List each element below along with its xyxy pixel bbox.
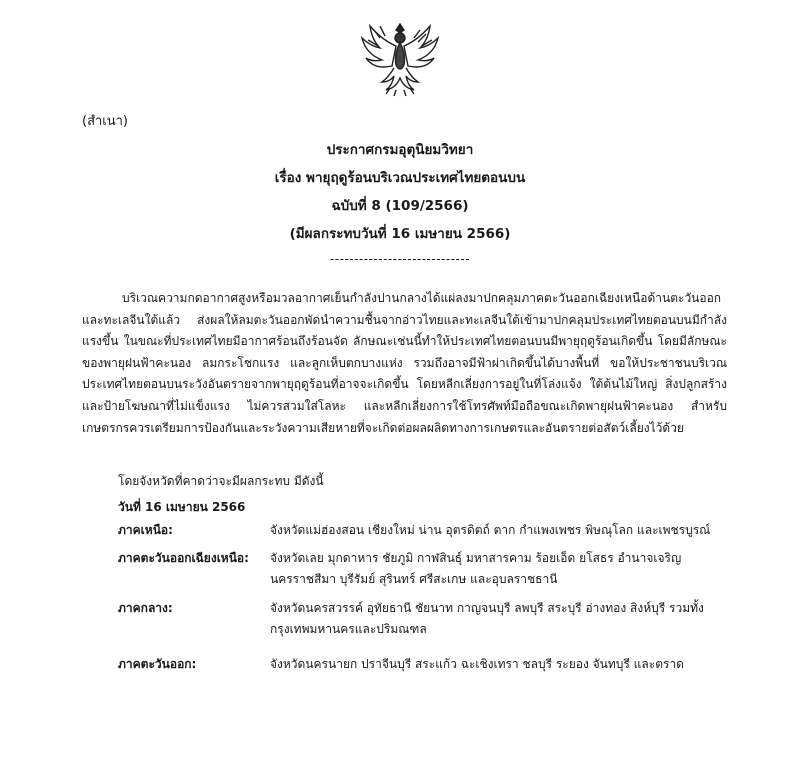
effective-date: (มีผลกระทบวันที่ 16 เมษายน 2566)	[289, 226, 511, 242]
region-name: ภาคกลาง:	[118, 601, 173, 615]
region-provinces: จังหวัดเลย มุกดาหาร ชัยภูมิ กาฬสินธุ์ มหาสารคาม ร้อยเอ็ด ยโสธร อำนาจเจริญ นครราชสีมา บุรีรัมย์ สุรินทร์ ศรีสะเกษ และอุบลราชธานี	[270, 551, 682, 586]
region-provinces: จังหวัดนครนายก ปราจีนบุรี สระแก้ว ฉะเชิงเทรา ชลบุรี ระยอง จันทบุรี และตราด	[270, 657, 684, 671]
announcement-subject: เรื่อง พายุฤดูร้อนบริเวณประเทศไทยตอนบน	[274, 170, 526, 186]
affected-provinces-intro: โดยจังหวัดที่คาดว่าจะมีผลกระทบ มีดังนี้	[118, 474, 324, 488]
copy-label: (สำเนา)	[82, 114, 129, 129]
region-provinces: จังหวัดนครสวรรค์ อุทัยธานี ชัยนาท กาญจนบุรี ลพบุรี สระบุรี อ่างทอง สิงห์บุรี รวมทั้งกรุงเทพมหานครและปริมณฑล	[270, 601, 704, 636]
region-name: ภาคตะวันออกเฉียงเหนือ:	[118, 551, 249, 565]
region-name: ภาคตะวันออก:	[118, 657, 197, 671]
region-name: ภาคเหนือ:	[118, 523, 173, 537]
impact-date: วันที่ 16 เมษายน 2566	[118, 500, 246, 514]
body-paragraph: บริเวณความกดอากาศสูงหรือมวลอากาศเย็นกำลังปานกลางได้แผ่ลงมาปกคลุมภาคตะวันออกเฉียงเหนือด้านตะวันออกและทะเลจีนใต้แล้ว ส่งผลให้ลมตะวันออกพัดนำความชื้นจากอ่าวไทยและทะเลจีนใต้เข้ามาปกคลุมประเทศไทยตอนบนมีกำลังแรงขึ้น ในขณะที่ประเทศไทยมีอากาศร้อนถึงร้อนจัด ลักษณะเช่นนี้ทำให้ประเทศไทยตอนบนมีพายุฤดูร้อนเกิดขึ้น โดยมีลักษณะของพายุฝนฟ้าคะนอง ลมกระโชกแรง และลูกเห็บตกบางแห่ง รวมถึงอาจมีฟ้าผ่าเกิดขึ้นได้บางพื้นที่ ขอให้ประชาชนบริเวณประเทศไทยตอนบนระวังอันตรายจากพายุฤดูร้อนที่อาจจะเกิดขึ้น โดยหลีกเลี่ยงการอยู่ในที่โล่งแจ้ง ใต้ต้นไม้ใหญ่ สิ่งปลูกสร้างและป้ายโฆษณาที่ไม่แข็งแรง ไม่ควรสวมใส่โลหะ และหลีกเลี่ยงการใช้โทรศัพท์มือถือขณะเกิดพายุฝนฟ้าคะนอง สำหรับเกษตรกรควรเตรียมการป้องกันและระวังความเสียหายที่จะเกิดต่อผลผลิตทางการเกษตรและอันตรายต่อสัตว์เลี้ยงไว้ด้วย	[82, 291, 727, 435]
announcement-title: ประกาศกรมอุตุนิยมวิทยา	[326, 142, 474, 158]
region-provinces: จังหวัดแม่ฮ่องสอน เชียงใหม่ น่าน อุตรดิตถ์ ตาก กำแพงเพชร พิษณุโลก และเพชรบูรณ์	[270, 523, 711, 537]
separator: -----------------------------	[329, 252, 471, 266]
announcement-number: ฉบับที่ 8 (109/2566)	[331, 198, 469, 214]
garuda-emblem-icon	[356, 18, 444, 98]
